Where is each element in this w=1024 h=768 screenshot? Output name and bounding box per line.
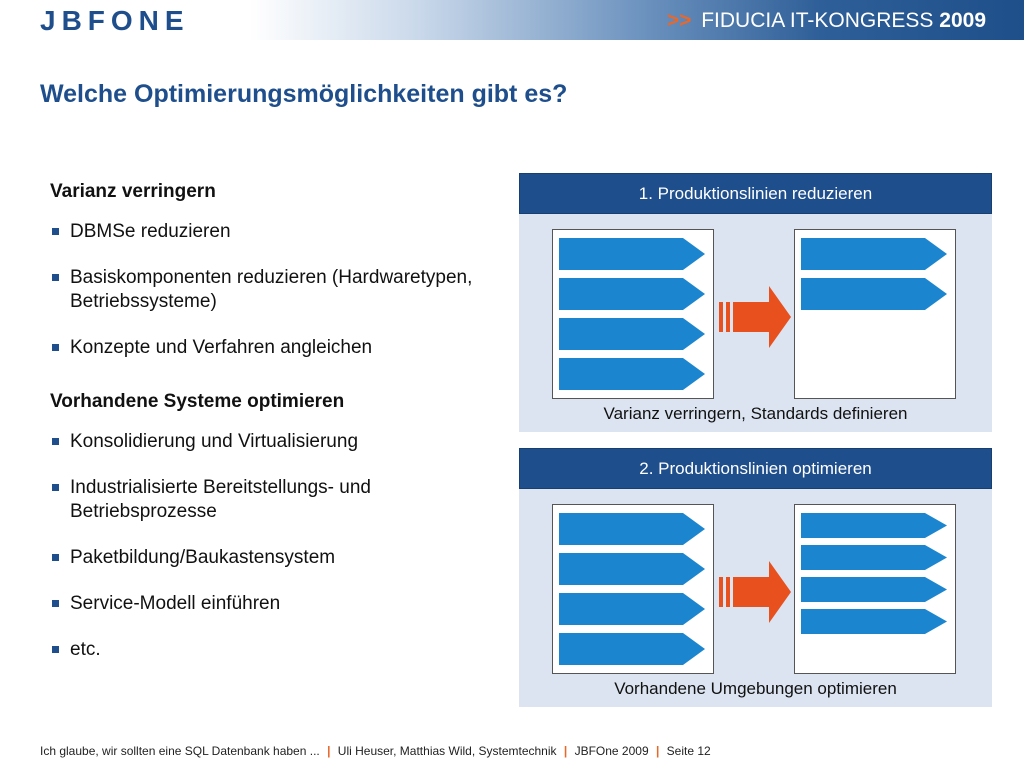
bullet-icon [52,274,59,281]
footer-text: Ich glaube, wir sollten eine SQL Datenbank haben ... [40,744,320,758]
list-item-text: Konsolidierung und Virtualisierung [70,431,359,452]
list-item [50,546,480,570]
panel-header: 1. Produktionslinien reduzieren [519,173,992,214]
list-item [50,220,480,244]
list-item-text: etc. [70,639,101,660]
box-after [794,504,956,674]
bullet-list [50,220,480,360]
list-item-text: Konzepte und Verfahren angleichen [70,337,373,358]
list-item [50,430,480,454]
section-heading: Varianz verringern [50,181,216,202]
panel-header: 2. Produktionslinien optimieren [519,448,992,489]
footer-separator: | [655,744,660,758]
list-item [50,266,480,314]
page-title: Welche Optimierungsmöglichkeiten gibt es? [40,80,568,108]
chevron-arrow-icon [801,545,947,570]
congress-banner [667,8,986,34]
list-item [50,638,480,662]
chevron-arrow-icon [801,238,947,270]
congress-year: 2009 [939,9,986,32]
chevron-arrow-icon [559,553,705,585]
list-item-text: DBMSe reduzieren [70,221,231,242]
bullet-icon [52,344,59,351]
left-column [50,180,480,684]
chevron-arrow-icon [559,513,705,545]
footer [40,744,711,758]
chevron-arrow-icon [559,358,705,390]
box-before [552,504,714,674]
chevron-arrow-icon [801,577,947,602]
footer-separator: | [563,744,568,758]
panel-body [519,489,992,707]
list-item-text: Service-Modell einführen [70,593,281,614]
footer-page: Seite 12 [666,744,711,758]
chevron-arrow-icon [559,593,705,625]
bullet-icon [52,554,59,561]
jbfone-logo: JBFONE [40,5,190,36]
bullet-icon [52,646,59,653]
list-item-text: Industrialisierte Bereitstellungs- und Betriebsprozesse [70,477,371,522]
bullet-icon [52,228,59,235]
chevron-arrow-icon [801,278,947,310]
chevron-arrow-icon [559,238,705,270]
bullet-list [50,430,480,662]
bullet-icon [52,600,59,607]
arrow-right-icon [719,284,793,350]
chevron-arrow-icon [801,609,947,634]
footer-event: JBFOne 2009 [574,744,649,758]
list-item-text: Basiskomponenten reduzieren (Hardwaretypen, Betriebssysteme) [70,267,473,312]
chevron-arrow-icon [559,633,705,665]
list-item [50,476,480,524]
footer-separator: | [327,744,331,758]
panel-caption: Vorhandene Umgebungen optimieren [614,679,897,698]
list-item-text: Paketbildung/Baukastensystem [70,547,336,568]
section-heading: Vorhandene Systeme optimieren [50,391,345,412]
panel-optimize [519,448,992,707]
panel-caption: Varianz verringern, Standards definieren [603,404,908,423]
panel-reduce [519,173,992,432]
list-item [50,336,480,360]
panel-body [519,214,992,432]
bullet-icon [52,438,59,445]
congress-prefix: >> [666,9,692,32]
arrow-right-icon [719,559,793,625]
congress-text: FIDUCIA IT-KONGRESS [701,9,934,32]
box-before [552,229,714,399]
chevron-arrow-icon [801,513,947,538]
box-after [794,229,956,399]
chevron-arrow-icon [559,318,705,350]
list-item [50,592,480,616]
chevron-arrow-icon [559,278,705,310]
footer-authors: Uli Heuser, Matthias Wild, Systemtechnik [337,744,557,758]
bullet-icon [52,484,59,491]
